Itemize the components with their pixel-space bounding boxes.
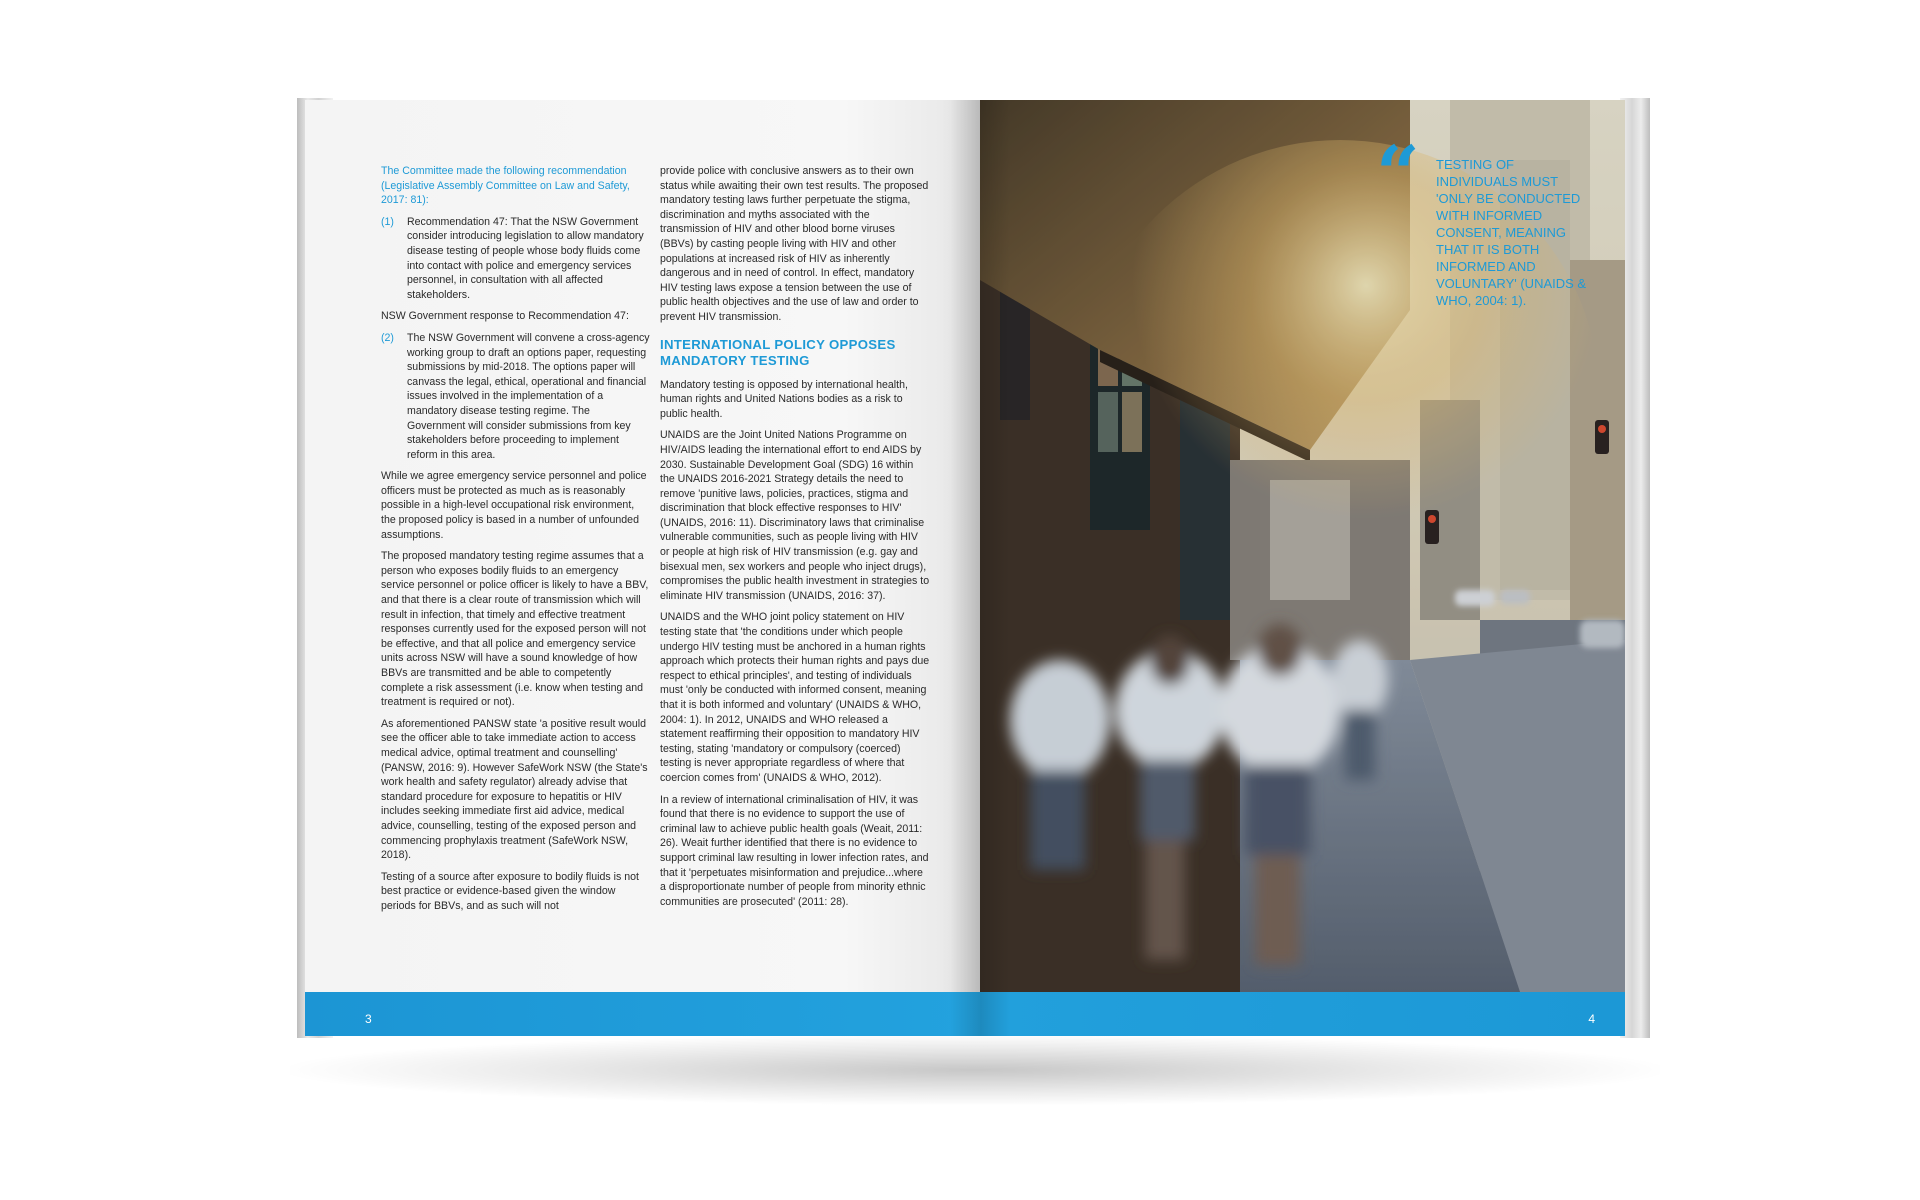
page-number: 4: [1588, 1012, 1595, 1026]
response-item: [381, 331, 651, 462]
response-label: NSW Government response to Recommendation 47:: [381, 310, 629, 323]
body-paragraph: Testing of a source after exposure to bodily fluids is not best practice or evidence-based given the window periods for BBVs, and as such will not: [381, 870, 639, 912]
left-page: [305, 100, 980, 1036]
body-paragraph: As aforementioned PANSW state 'a positive result would see the officer able to take immediate action to access medical advice, optimal treatment and counselling' (PANSW, 2016: 9). However SafeWork NSW (the State's work health and safety regulator) already advise that standard procedure for exposure to hepatitis or HIV includes seeking immediate first aid advice, medical advice, counselling, testing of the exposed person and commencing prophylaxis treatment (SafeWork NSW, 2018).: [381, 717, 648, 862]
body-paragraph: provide police with conclusive answers as to their own status while awaiting their own test results. The proposed mandatory testing laws further perpetuate the stigma, discrimination and myths associated with the transmission of HIV and other blood borne viruses (BBVs) by casting people living with HIV and other populations at increased risk of HIV as inherently dangerous and in need of control. In effect, mandatory HIV testing laws expose a tension between the use of public health objectives and the use of law and order to prevent HIV transmission.: [660, 165, 929, 323]
quote-mark-icon: “: [1376, 129, 1420, 218]
recommendation-intro: The Committee made the following recommendation (Legislative Assembly Committee on Law and Safety, 2017: 81):: [381, 165, 630, 207]
body-paragraph: Mandatory testing is opposed by international health, human rights and United Nations bodies as a risk to public health.: [660, 378, 908, 420]
footer-bar: [980, 992, 1625, 1036]
body-paragraph: UNAIDS are the Joint United Nations Programme on HIV/AIDS leading the international effort to end AIDS by 2030. Sustainable Development Goal (SDG) 16 within the UNAIDS 2016-2021 Strategy details the need to remove 'punitive laws, policies, practices, stigma and discrimination that block effective responses to HIV' (UNAIDS, 2016: 11). Discriminatory laws that criminalise vulnerable communities, such as people living with HIV or people at high risk of HIV transmission (e.g. gay and bisexual men, sex workers and people who inject drugs), compromises the public health investment in strategies to eliminate HIV transmission (UNAIDS, 2016: 37).: [660, 429, 930, 602]
section-heading: INTERNATIONAL POLICY OPPOSES MANDATORY TESTING: [660, 336, 896, 368]
footer-bar: [305, 992, 980, 1036]
body-paragraph: The proposed mandatory testing regime assumes that a person who exposes bodily fluids to an emergency service personnel or police officer is likely to have a BBV, and that there is a clear route of transmission which will result in infection, that timely and effective treatment responses currently used for the exposed person will not be effective, and that all police and emergency service units across NSW will have a sound knowledge of how BBVs are transmitted and be able to competently complete a risk assessment (i.e. know when testing and treatment is required or not).: [381, 550, 649, 709]
item-text: The NSW Government will convene a cross-agency working group to draft an options paper, requesting submissions by mid-2018. The options paper will canvass the legal, ethical, operational and financial issues involved in the implementation of a mandatory disease testing regime. The Government will consider submissions from key stakeholders before proceeding to implement reform in this area.: [407, 331, 650, 461]
right-page: [980, 100, 1625, 1036]
recommendation-item: [381, 215, 651, 303]
item-number: (1): [381, 215, 394, 228]
body-paragraph: While we agree emergency service personnel and police officers must be protected as much as is reasonably possible in a high-level occupational risk environment, the proposed policy is based in a number of unfounded assumptions.: [381, 470, 647, 541]
body-paragraph: In a review of international criminalisation of HIV, it was found that there is no evidence to support the use of criminal law to achieve public health goals (Weait, 2011: 26). Weait further identified that there is no evidence to support criminal law resulting in lower infection rates, and that it 'perpetuates misinformation and prejudice...where a disproportionate number of people from minority ethnic communities are prosecuted' (2011: 28).: [660, 793, 929, 908]
item-number: (2): [381, 331, 394, 344]
page-number: 3: [365, 1012, 372, 1026]
floor-shadow: [290, 1035, 1660, 1105]
right-column: [660, 164, 930, 916]
item-text: Recommendation 47: That the NSW Government consider introducing legislation to allow mandatory disease testing of people whose body fluids come into contact with police and emergency services personnel, in consultation with all affected stakeholders.: [407, 215, 644, 301]
body-paragraph: UNAIDS and the WHO joint policy statement on HIV testing state that 'the conditions under which people undergo HIV testing must be anchored in a human rights approach which protects their human rights and pays due respect to ethical principles', and testing of individuals must 'only be conducted with informed consent, meaning that it is both informed and voluntary' (UNAIDS & WHO, 2004: 1). In 2012, UNAIDS and WHO released a statement reaffirming their opposition to mandatory HIV testing, stating 'mandatory or compulsory (coerced) testing is never appropriate regardless of where that coercion comes from' (UNAIDS & WHO, 2012).: [660, 611, 930, 784]
pull-quote: TESTING OF INDIVIDUALS MUST 'ONLY BE CONDUCTED WITH INFORMED CONSENT, MEANING THAT IT IS BOTH INFORMED AND VOLUNTARY' (UNAIDS & WHO, 2004: 1).: [1436, 157, 1587, 308]
left-column: [381, 164, 651, 921]
